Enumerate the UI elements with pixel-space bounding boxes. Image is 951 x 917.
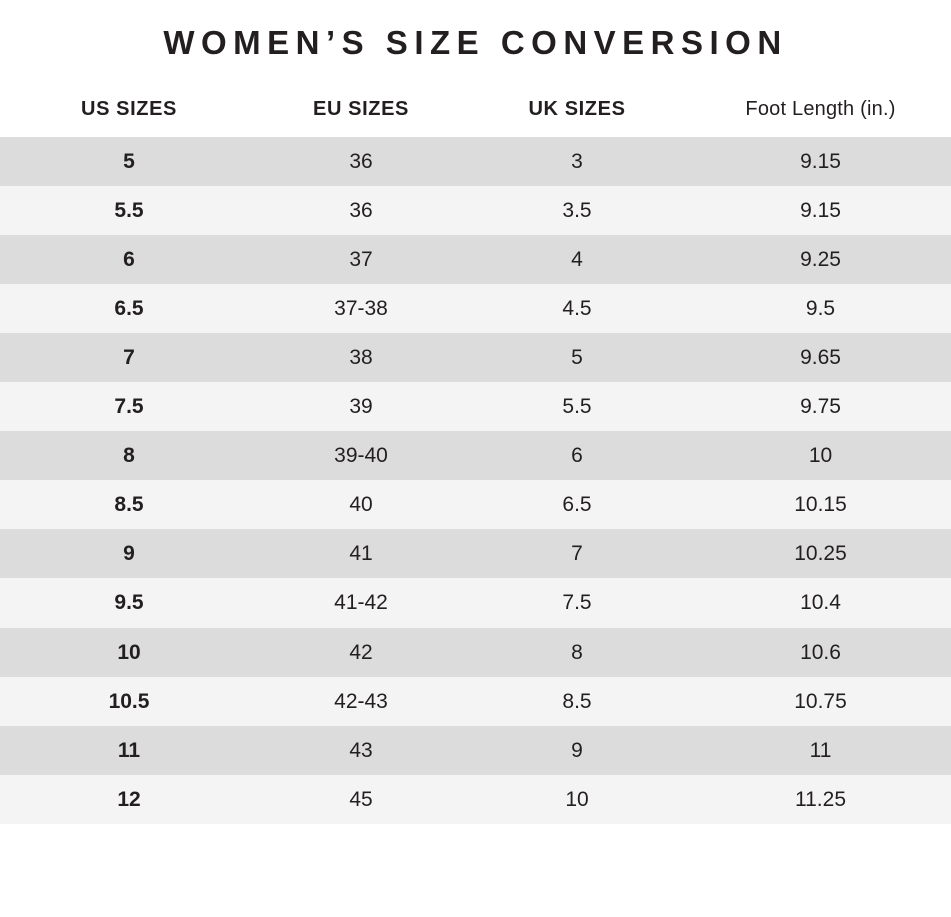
cell-uk-size: 7.5 — [562, 591, 592, 615]
table-row — [0, 726, 951, 775]
table-row — [0, 382, 951, 431]
cell-us-size: 7 — [123, 345, 135, 369]
table-header — [0, 84, 951, 137]
cell-uk-size: 6 — [571, 444, 583, 468]
cell-eu-size: 39 — [349, 395, 373, 419]
table-row — [0, 333, 951, 382]
table-row — [0, 677, 951, 726]
cell-us-size: 11 — [117, 738, 141, 762]
cell-foot-length: 10 — [808, 444, 833, 468]
cell-uk-size: 8.5 — [562, 689, 592, 713]
cell-uk-size: 6.5 — [562, 493, 592, 517]
cell-eu-size: 37 — [349, 247, 373, 271]
table-row — [0, 431, 951, 480]
cell-uk-size: 5 — [571, 345, 583, 369]
cell-uk-size: 3.5 — [562, 198, 592, 222]
table-row — [0, 529, 951, 578]
table-row — [0, 186, 951, 235]
table-row — [0, 480, 951, 529]
table-row — [0, 284, 951, 333]
table-header-row — [0, 84, 951, 137]
cell-uk-size: 3 — [571, 149, 583, 173]
column-header-uk-sizes: UK SIZES — [464, 84, 690, 137]
cell-uk-size: 9 — [571, 738, 583, 762]
cell-us-size: 9.5 — [114, 591, 144, 615]
cell-us-size: 6.5 — [114, 296, 144, 320]
cell-foot-length: 9.25 — [800, 247, 841, 271]
cell-foot-length: 10.25 — [794, 542, 847, 566]
cell-uk-size: 10 — [565, 787, 589, 811]
cell-us-size: 7.5 — [114, 395, 144, 419]
cell-eu-size: 41-42 — [334, 591, 388, 615]
cell-foot-length: 9.5 — [805, 296, 836, 320]
cell-uk-size: 8 — [571, 640, 583, 664]
cell-foot-length: 10.4 — [800, 591, 841, 615]
cell-uk-size: 4 — [571, 247, 583, 271]
cell-eu-size: 36 — [349, 198, 373, 222]
cell-foot-length: 10.15 — [794, 493, 847, 517]
cell-foot-length: 9.15 — [800, 149, 841, 173]
cell-eu-size: 39-40 — [334, 444, 388, 468]
cell-foot-length: 11.25 — [795, 787, 846, 811]
cell-foot-length: 10.75 — [794, 689, 847, 713]
cell-eu-size: 36 — [349, 149, 373, 173]
table-row — [0, 628, 951, 677]
table-row — [0, 137, 951, 186]
table-row — [0, 235, 951, 284]
cell-uk-size: 7 — [571, 542, 583, 566]
table-row — [0, 775, 951, 824]
cell-eu-size: 37-38 — [334, 296, 388, 320]
cell-eu-size: 42 — [349, 640, 373, 664]
size-conversion-table — [0, 84, 951, 824]
cell-foot-length: 11 — [809, 738, 832, 762]
cell-foot-length: 9.15 — [800, 198, 841, 222]
cell-us-size: 8 — [123, 444, 135, 468]
cell-us-size: 12 — [117, 787, 141, 811]
column-header-eu-sizes: EU SIZES — [258, 84, 464, 137]
cell-foot-length: 10.6 — [800, 640, 841, 664]
page-title: WOMEN’S SIZE CONVERSION — [163, 24, 788, 61]
cell-us-size: 5.5 — [114, 198, 144, 222]
cell-foot-length: 9.65 — [800, 345, 841, 369]
cell-us-size: 5 — [123, 149, 135, 173]
cell-eu-size: 38 — [349, 345, 373, 369]
cell-foot-length: 9.75 — [800, 395, 841, 419]
cell-eu-size: 43 — [349, 738, 373, 762]
cell-eu-size: 41 — [349, 542, 373, 566]
cell-eu-size: 45 — [349, 787, 373, 811]
cell-us-size: 10 — [117, 640, 141, 664]
cell-us-size: 6 — [123, 247, 135, 271]
cell-us-size: 10.5 — [108, 689, 150, 713]
cell-eu-size: 42-43 — [334, 689, 388, 713]
table-body — [0, 137, 951, 824]
cell-eu-size: 40 — [349, 493, 373, 517]
table-row — [0, 578, 951, 627]
column-header-us-sizes: US SIZES — [0, 84, 258, 137]
cell-us-size: 8.5 — [114, 493, 144, 517]
cell-us-size: 9 — [123, 542, 135, 566]
cell-uk-size: 4.5 — [562, 296, 592, 320]
cell-uk-size: 5.5 — [562, 395, 592, 419]
column-header-foot-length: Foot Length (in.) — [690, 84, 951, 137]
